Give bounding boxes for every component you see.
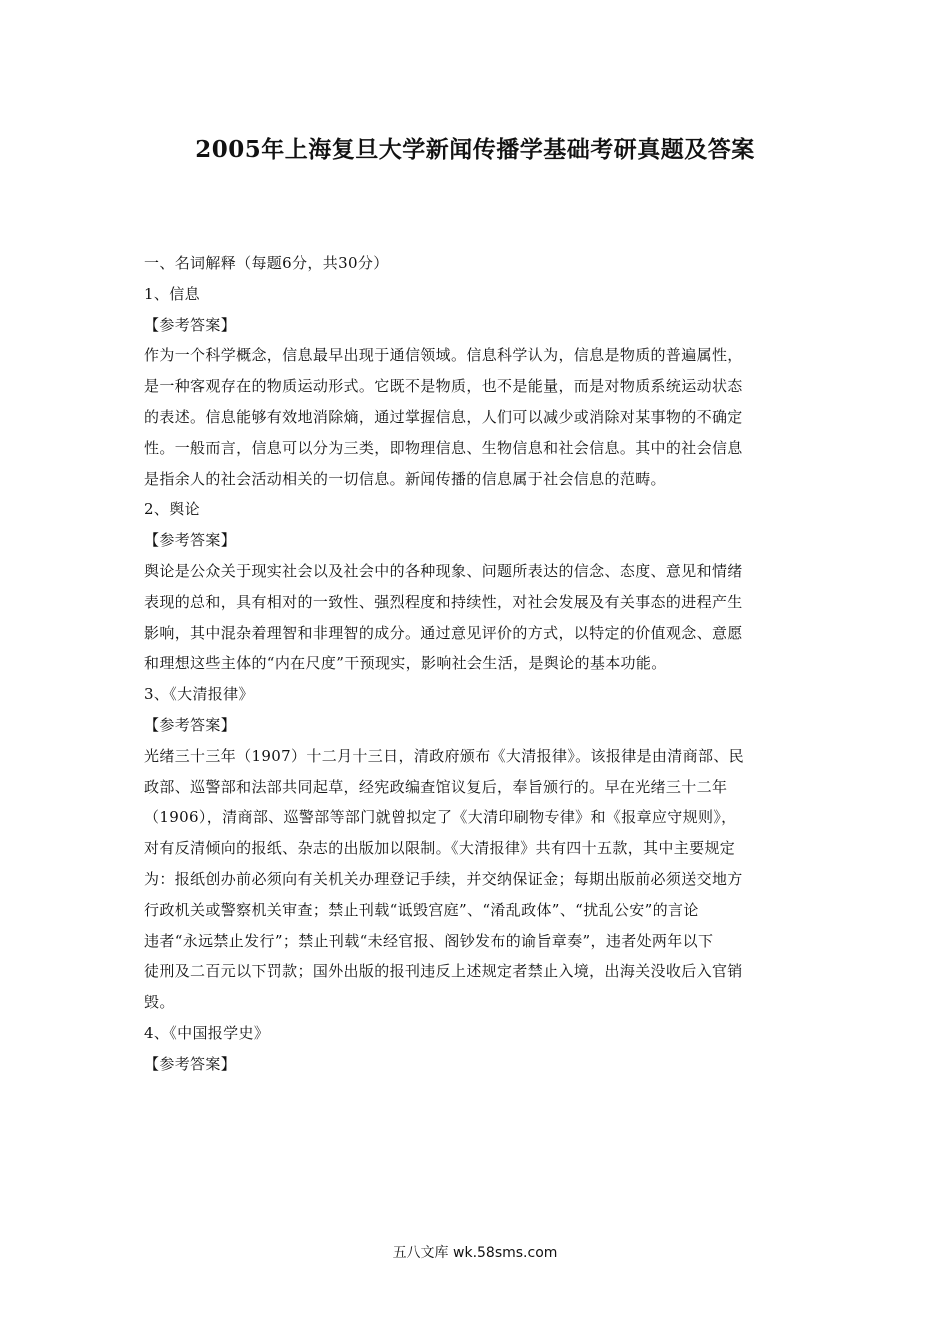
paragraph-line: 行政机关或警察机关审查；禁止刊载“诋毁宫庭”、“淆乱政体”、“扰乱公安”的言论 bbox=[144, 900, 699, 919]
paragraph-line: 性。一般而言，信息可以分为三类，即物理信息、生物信息和社会信息。其中的社会信息 bbox=[144, 438, 743, 457]
paragraph-line: 光绪三十三年（1907）十二月十三日，清政府颁布《大清报律》。该报律是由清商部、民 bbox=[144, 746, 745, 765]
paragraph-line: 作为一个科学概念，信息最早出现于通信领域。信息科学认为，信息是物质的普遍属性， bbox=[144, 346, 743, 365]
paragraph-line: 舆论是公众关于现实社会以及社会中的各种现象、问题所表达的信念、态度、意见和情绪 bbox=[144, 561, 743, 580]
paragraph-line: 和理想这些主体的“内在尺度”干预现实，影响社会生活，是舆论的基本功能。 bbox=[144, 654, 667, 673]
paragraph-line: 徒刑及二百元以下罚款；国外出版的报刊违反上述规定者禁止入境，出海关没收后入官销 bbox=[144, 962, 743, 981]
paragraph-line: 是指余人的社会活动相关的一切信息。新闻传播的信息属于社会信息的范畴。 bbox=[144, 469, 666, 488]
term-heading: 3、《大清报律》 bbox=[144, 685, 254, 704]
answer-label: 【参考答案】 bbox=[144, 315, 237, 334]
document-title: 2005年上海复旦大学新闻传播学基础考研真题及答案 bbox=[195, 136, 755, 163]
answer-label: 【参考答案】 bbox=[144, 531, 237, 550]
term-heading: 4、《中国报学史》 bbox=[144, 1023, 270, 1042]
page-footer-watermark: 五八文库 wk.58sms.com bbox=[392, 1245, 558, 1261]
paragraph-line: 政部、巡警部和法部共同起草，经宪政编查馆议复后，奉旨颁行的。早在光绪三十二年 bbox=[144, 777, 728, 796]
paragraph-line: 为：报纸创办前必须向有关机关办理登记手续，并交纳保证金；每期出版前必须送交地方 bbox=[144, 869, 743, 888]
document-body bbox=[144, 248, 812, 1080]
paragraph-line: 毁。 bbox=[144, 993, 175, 1012]
term-heading: 1、信息 bbox=[144, 284, 200, 303]
paragraph-line: （1906），清商部、巡警部等部门就曾拟定了《大清印刷物专律》和《报章应守规则》， bbox=[144, 808, 737, 827]
paragraph-line: 对有反清倾向的报纸、杂志的出版加以限制。《大清报律》共有四十五款，其中主要规定 bbox=[144, 839, 736, 858]
answer-label: 【参考答案】 bbox=[144, 1054, 237, 1073]
paragraph-line: 影响，其中混杂着理智和非理智的成分。通过意见评价的方式，以特定的价值观念、意愿 bbox=[144, 623, 743, 642]
paragraph-line: 的表述。信息能够有效地消除熵，通过掌握信息，人们可以减少或消除对某事物的不确定 bbox=[144, 407, 743, 426]
term-heading: 2、舆论 bbox=[144, 500, 200, 519]
paragraph-line: 违者“永远禁止发行”；禁止刊载“未经官报、阁钞发布的谕旨章奏”，违者处两年以下 bbox=[144, 931, 714, 950]
answer-label: 【参考答案】 bbox=[144, 715, 237, 734]
section-heading: 一、名词解释（每题6分，共30分） bbox=[144, 254, 389, 272]
paragraph-line: 表现的总和，具有相对的一致性、强烈程度和持续性，对社会发展及有关事态的进程产生 bbox=[144, 592, 743, 611]
paragraph-line: 是一种客观存在的物质运动形式。它既不是物质，也不是能量，而是对物质系统运动状态 bbox=[144, 377, 743, 396]
